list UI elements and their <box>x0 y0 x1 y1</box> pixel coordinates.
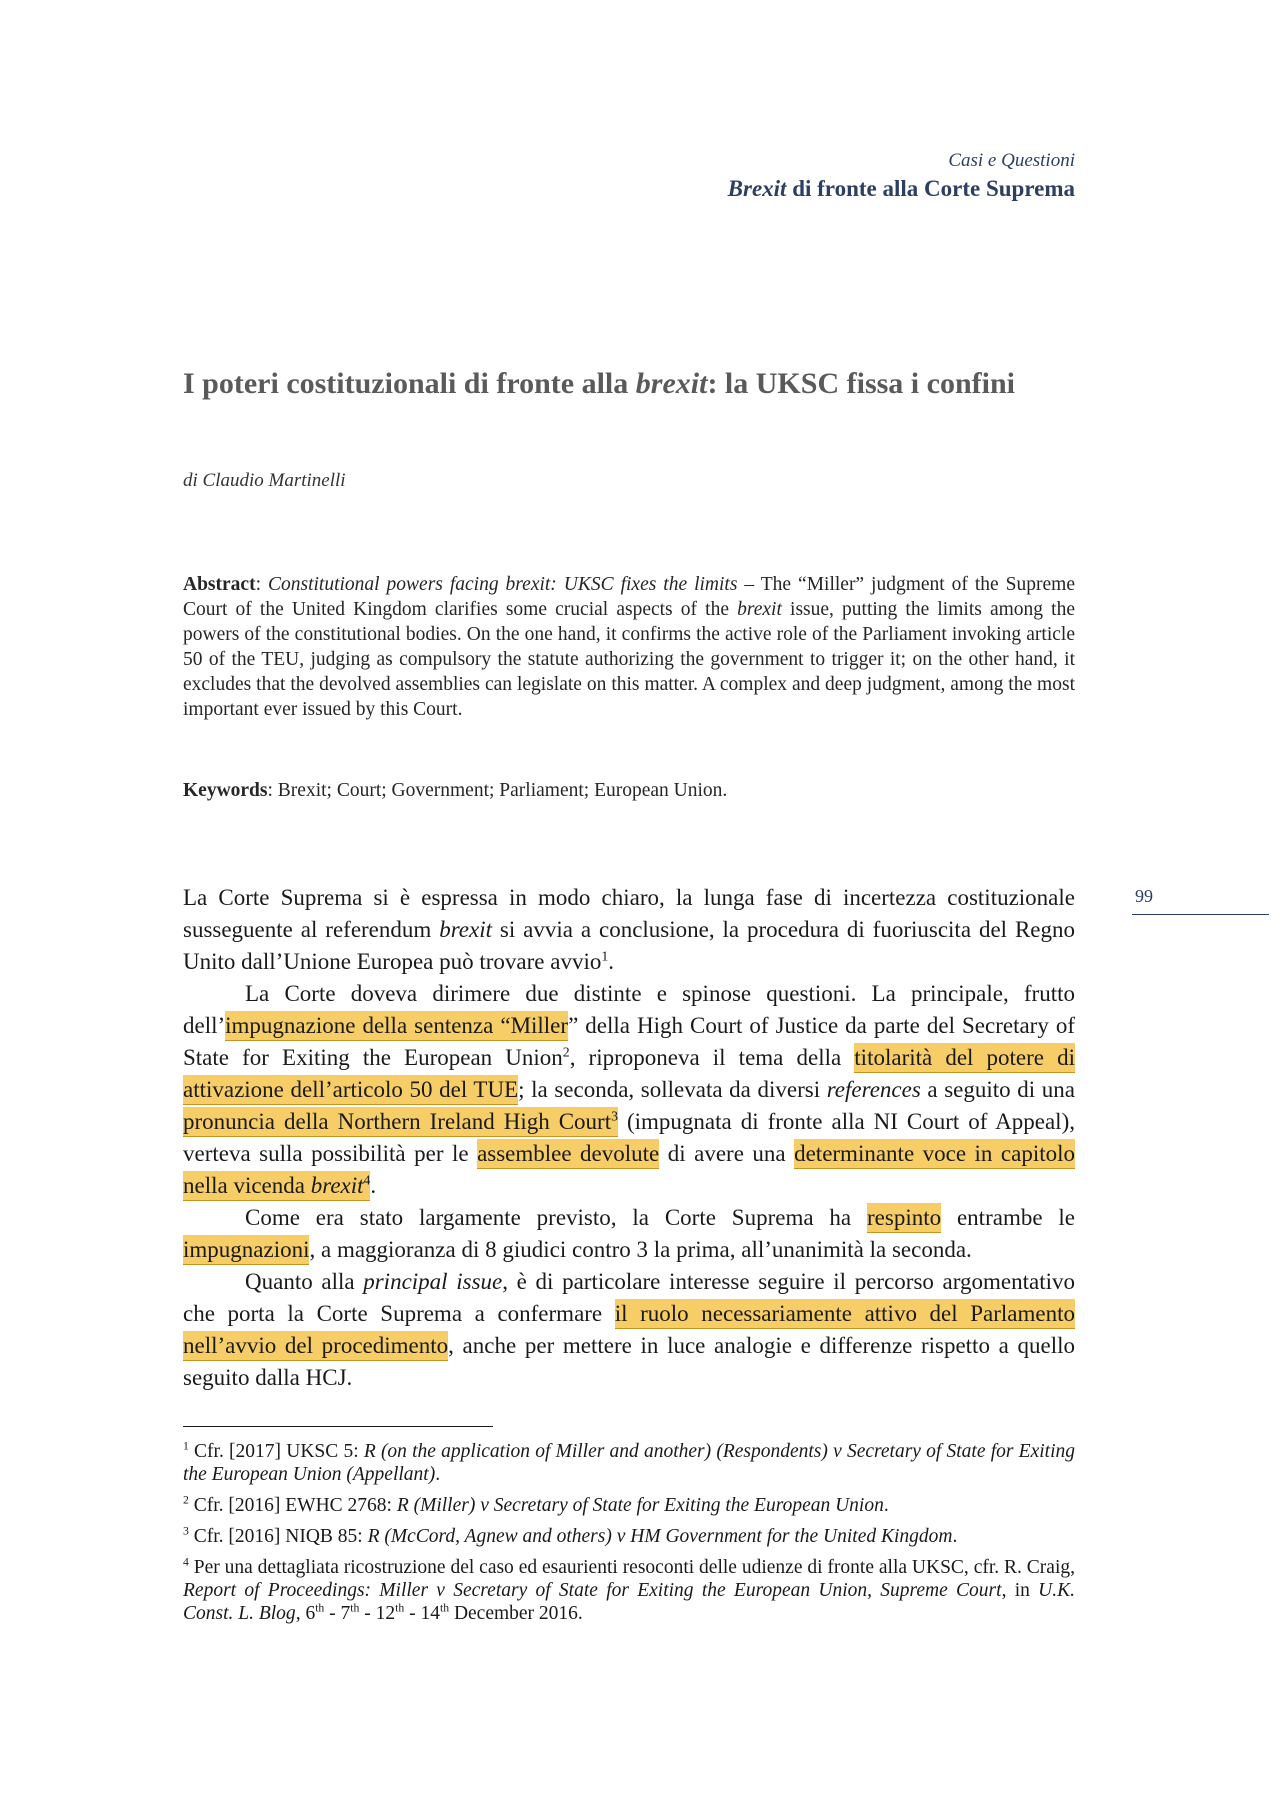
p3-text: entrambe le <box>941 1205 1076 1230</box>
highlight: respinto <box>867 1203 941 1233</box>
header-subject-italic: Brexit <box>727 176 787 201</box>
title-part1: I poteri costituzionali di fronte alla <box>183 367 636 400</box>
ordinal-suffix: th <box>439 1601 450 1615</box>
footnote-text: Per una dettagliata ricostruzione del caso ed esaurienti resoconti delle udienze di fronte alla UKSC, cfr. R. Craig, <box>188 1557 1075 1578</box>
body-text <box>183 882 1075 1394</box>
footnotes <box>183 1440 1075 1633</box>
footnote-text: - 12 <box>359 1603 396 1624</box>
footnote-text: Cfr. [2017] UKSC 5: <box>188 1441 364 1462</box>
ordinal-suffix: th <box>395 1601 405 1615</box>
highlight: assemblee devolute <box>477 1139 659 1169</box>
p1-text: si avvia a conclusione, la procedura di fuoriuscita del Regno Unito dall’Unione Europea può trovare avvio <box>183 917 1075 974</box>
p2-text: . <box>370 1173 377 1198</box>
p1-italic: brexit <box>439 917 492 942</box>
p2-text: (impugnata di fronte alla NI Court of Appeal), verteva sulla possibilità per le <box>183 1109 1075 1166</box>
footnote-text: December 2016. <box>449 1603 583 1624</box>
p3-text: Come era stato largamente previsto, la Corte Suprema ha <box>245 1205 867 1230</box>
footnote-ref-1[interactable]: 1 <box>601 948 609 964</box>
title-italic: brexit <box>635 367 708 400</box>
paragraph-3 <box>183 1202 1075 1266</box>
footnote-4 <box>183 1556 1075 1625</box>
abstract-title: Constitutional powers facing brexit: UKSC fixes the limits <box>267 574 738 595</box>
paragraph-1 <box>183 882 1075 978</box>
footnote-text: . <box>952 1526 958 1547</box>
footnote-text: . <box>883 1495 889 1516</box>
p2-text: La Corte doveva dirimere due distinte e spinose questioni. La principale, frutto dell’ <box>183 981 1075 1038</box>
footnote-number: 1 <box>183 1439 189 1453</box>
footnote-text: Cfr. [2016] EWHC 2768: <box>188 1495 397 1516</box>
footnote-ref-3[interactable]: 3 <box>611 1108 619 1124</box>
footnote-text: , 6 <box>295 1603 316 1624</box>
article-title <box>183 364 1083 404</box>
highlight-text: determinante voce in capitolo nella vicenda <box>183 1141 1075 1198</box>
keywords-text: : Brexit; Court; Government; Parliament; European Union. <box>267 780 728 801</box>
footnote-italic: R (on the application of Miller and another) (Respondents) v Secretary of State for Exiting the European Union (Appellant) <box>183 1441 1075 1485</box>
footnote-number: 3 <box>183 1524 189 1538</box>
highlight-italic: brexit <box>310 1173 364 1198</box>
footnote-1 <box>183 1440 1075 1486</box>
footnote-italic: R (Miller) v Secretary of State for Exiting the European Union <box>396 1495 884 1516</box>
footnote-separator <box>183 1426 493 1427</box>
footnote-text: . <box>435 1464 441 1485</box>
footnote-text: - 14 <box>404 1603 440 1624</box>
footnote-text: Cfr. [2016] NIQB 85: <box>188 1526 368 1547</box>
footnote-2 <box>183 1494 1075 1517</box>
abstract-sep: : <box>255 574 268 595</box>
highlight: titolarità del potere di attivazione dell’articolo 50 del TUE <box>183 1043 1075 1105</box>
footnote-number: 2 <box>183 1493 189 1507</box>
footnote-italic: U.K. Const. L. Blog <box>183 1580 1075 1624</box>
p1-text: La Corte Suprema si è espressa in modo chiaro, la lunga fase di incertezza costituzionale susseguente al referendum <box>183 885 1075 942</box>
author-byline: di Claudio Martinelli <box>183 470 346 491</box>
p1-text: . <box>608 949 615 974</box>
abstract <box>183 572 1075 722</box>
abstract-label: Abstract <box>183 574 256 595</box>
highlight-text: pronuncia della Northern Ireland High Court <box>183 1109 612 1134</box>
page-number: 99 <box>1135 886 1153 906</box>
p2-text: ” della High Court of Justice da parte del Secretary of State for Exiting the European Union <box>183 1013 1075 1070</box>
footnote-italic: Report of Proceedings: Miller v Secretary of State for Exiting the European Union, Supreme Court <box>183 1580 1002 1601</box>
p4-text: Quanto alla <box>245 1269 364 1294</box>
ordinal-suffix: th <box>350 1601 360 1615</box>
footnote-ref-2[interactable]: 2 <box>562 1044 570 1060</box>
abstract-text-2: issue, putting the limits among the powers of the constitutional bodies. On the one hand, it confirms the active role of the Parliament invoking article 50 of the TEU, judging as compulsory the statute authorizing the government to trigger it; on the other hand, it excludes that the devolved assemblies can legislate on this matter. A complex and deep judgment, among the most important ever issued by this Court. <box>183 599 1075 720</box>
p3-text: , a maggioranza di 8 giudici contro 3 la prima, all’unanimità la seconda. <box>309 1237 972 1262</box>
p4-text: , anche per mettere in luce analogie e differenze rispetto a quello seguito dalla HCJ. <box>183 1333 1075 1390</box>
highlight: il ruolo necessariamente attivo del Parlamento nell’avvio del procedimento <box>183 1299 1075 1361</box>
header-section: Casi e Questioni <box>948 150 1075 171</box>
ordinal-suffix: th <box>315 1601 325 1615</box>
footnote-text: - 7 <box>324 1603 351 1624</box>
p2-italic: references <box>826 1077 921 1102</box>
footnote-3 <box>183 1525 1075 1548</box>
keywords-label: Keywords <box>183 780 268 801</box>
footnote-number: 4 <box>183 1555 189 1569</box>
footnote-italic: R (McCord, Agnew and others) v HM Government for the United Kingdom <box>367 1526 953 1547</box>
title-part2: : la UKSC fissa i confini <box>707 367 1015 400</box>
highlight: impugnazione della sentenza “Miller <box>225 1011 568 1041</box>
p4-text: , è di particolare interesse seguire il percorso argomentativo che porta la Corte Suprema a confermare <box>183 1269 1075 1326</box>
running-header <box>728 150 1075 202</box>
keywords <box>183 780 1075 802</box>
header-subject <box>728 176 1075 202</box>
p4-italic: principal issue <box>363 1269 503 1294</box>
p2-text: a seguito di una <box>920 1077 1075 1102</box>
highlight: impugnazioni <box>183 1235 309 1265</box>
paragraph-4 <box>183 1266 1075 1394</box>
paragraph-2 <box>183 978 1075 1202</box>
abstract-text-1: – The “Miller” judgment of the Supreme Court of the United Kingdom clarifies some crucial aspects of the <box>183 574 1075 620</box>
abstract-italic: brexit <box>737 599 782 620</box>
p2-text: , riproponeva il tema della <box>569 1045 855 1070</box>
footnote-ref-4[interactable]: 4 <box>363 1172 371 1188</box>
page-number-rule <box>1132 914 1269 915</box>
highlight <box>183 1107 618 1137</box>
p2-text: ; la seconda, sollevata da diversi <box>518 1077 827 1102</box>
footnote-text: , in <box>1001 1580 1039 1601</box>
p2-text: di avere una <box>659 1141 795 1166</box>
header-subject-rest: di fronte alla Corte Suprema <box>786 176 1075 201</box>
